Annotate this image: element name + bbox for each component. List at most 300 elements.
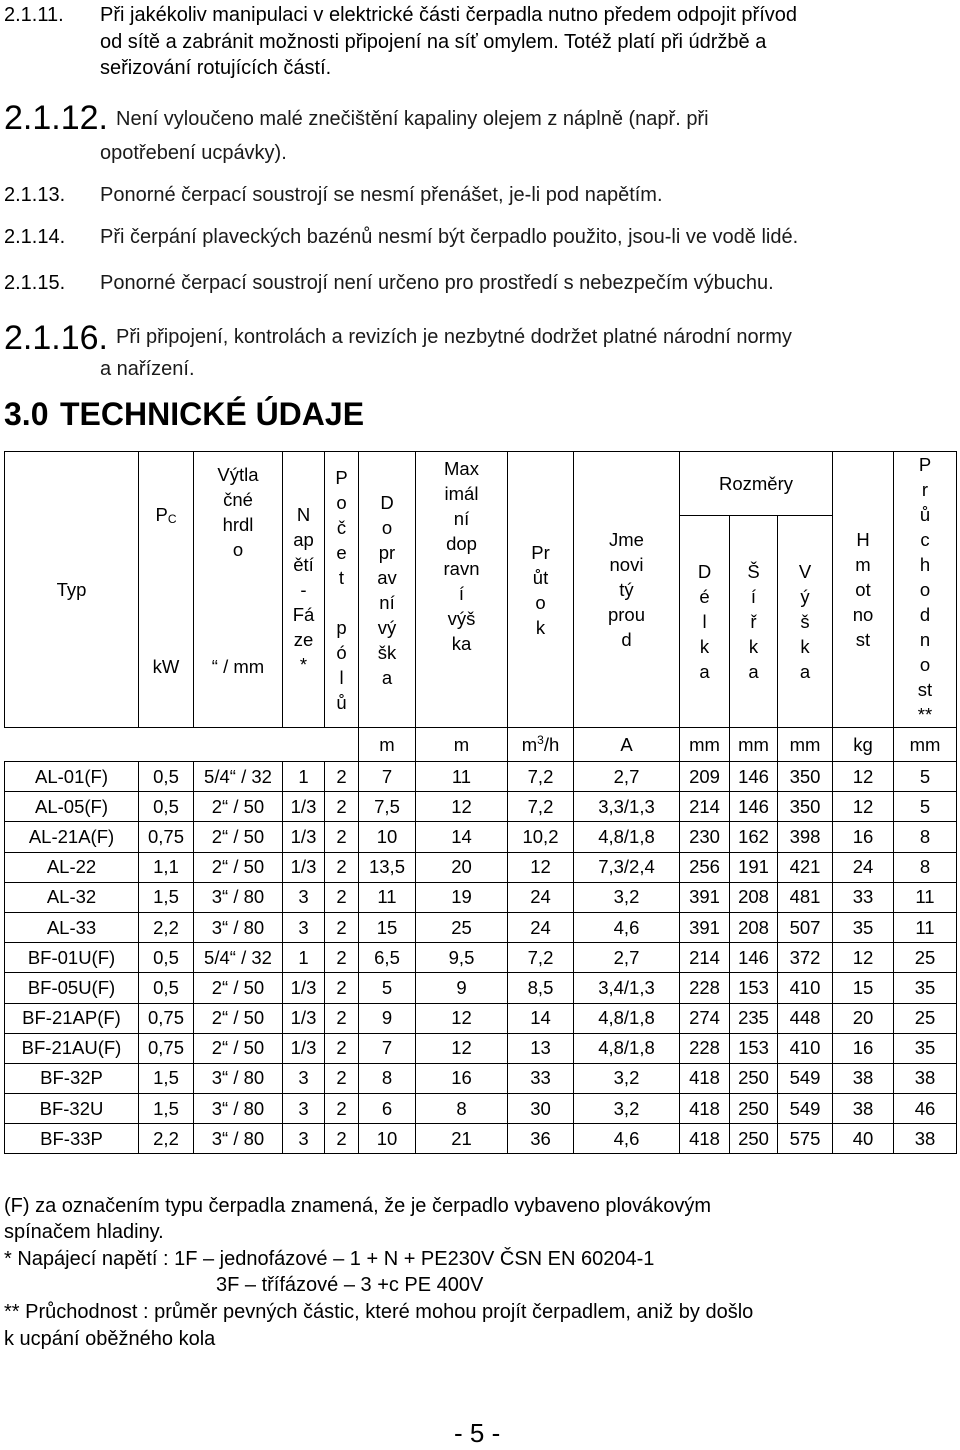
cell-proud: 3,2 <box>574 1063 680 1093</box>
header-pruchodnost-line: st <box>917 679 933 700</box>
header-sirka-line: í <box>750 586 757 607</box>
header-napeti <box>283 452 325 728</box>
cell-pruchodnost: 38 <box>894 1124 957 1154</box>
header-proud-line: tý <box>619 579 634 600</box>
header-maxdop-line: ní <box>453 508 470 529</box>
cell-hmotnost: 16 <box>833 1033 894 1063</box>
header-pruchodnost-line: r <box>921 479 929 500</box>
cell-pc: 2,2 <box>139 1124 194 1154</box>
cell-dopravni: 8 <box>359 1063 416 1093</box>
units-empty <box>5 728 359 762</box>
cell-sirka: 153 <box>730 973 778 1003</box>
header-pruchodnost-line: d <box>919 604 931 625</box>
cell-dopravni: 7 <box>359 1033 416 1063</box>
header-prutok-line: Pr <box>531 541 550 563</box>
cell-napeti: 1 <box>283 762 325 792</box>
unit-maxdop: m <box>416 728 508 762</box>
header-vyska-line: ý <box>800 586 810 607</box>
unit-pruchodnost: mm <box>894 728 957 762</box>
header-pruchodnost-line: o <box>919 579 931 600</box>
cell-maxdop: 16 <box>416 1063 508 1093</box>
cell-maxdop: 12 <box>416 1003 508 1033</box>
cell-pc: 1,1 <box>139 852 194 882</box>
header-vyska-line: V <box>798 561 812 582</box>
cell-hmotnost: 16 <box>833 822 894 852</box>
cell-napeti: 3 <box>283 1094 325 1124</box>
cell-dopravni: 15 <box>359 912 416 942</box>
cell-typ: BF-21AP(F) <box>5 1003 139 1033</box>
header-delka <box>680 516 730 728</box>
unit-proud: A <box>574 728 680 762</box>
table-row <box>5 822 957 852</box>
cell-pc: 0,75 <box>139 1003 194 1033</box>
note-passability-line2: k ucpání oběžného kola <box>4 1328 216 1350</box>
cell-pc: 2,2 <box>139 912 194 942</box>
section-2-1-16-number: 2.1.16. <box>4 319 108 357</box>
header-rozmery: Rozměry <box>680 452 833 516</box>
cell-napeti: 1/3 <box>283 792 325 822</box>
cell-proud: 2,7 <box>574 943 680 973</box>
cell-pruchodnost: 8 <box>894 852 957 882</box>
header-hmotnost-line: st <box>855 629 871 650</box>
header-proud-line: Jme <box>609 529 644 550</box>
cell-pc: 0,5 <box>139 943 194 973</box>
cell-prutok: 7,2 <box>508 943 574 973</box>
section-2-1-11-line2: od sítě a zabránit možnosti připojení na síť omylem. Totéž platí při údržbě a <box>100 31 767 53</box>
section-2-1-14-number: 2.1.14. <box>4 226 66 248</box>
cell-delka: 228 <box>680 973 730 1003</box>
cell-maxdop: 11 <box>416 762 508 792</box>
cell-hmotnost: 38 <box>833 1094 894 1124</box>
cell-dopravni: 7 <box>359 762 416 792</box>
cell-napeti: 3 <box>283 1063 325 1093</box>
cell-sirka: 146 <box>730 762 778 792</box>
header-hmotnost-line: H <box>856 529 870 550</box>
cell-vyska: 507 <box>778 912 833 942</box>
header-prutok-line: k <box>535 616 546 638</box>
header-proud-line: prou <box>607 604 646 625</box>
cell-delka: 391 <box>680 882 730 912</box>
cell-vytlak: 5/4“ / 32 <box>194 762 283 792</box>
header-pocet-line: o <box>336 491 347 513</box>
cell-pruchodnost: 25 <box>894 1003 957 1033</box>
header-proud-line: d <box>621 629 632 650</box>
cell-delka: 230 <box>680 822 730 852</box>
note-passability-line1: ** Průchodnost : průměr pevných částic, které mohou projít čerpadlem, aniž by došlo <box>4 1301 754 1323</box>
note-float-switch-line2: spínačem hladiny. <box>4 1221 164 1243</box>
technical-data-table <box>4 451 957 1154</box>
header-dopravni-line: ní <box>379 591 395 613</box>
cell-napeti: 3 <box>283 882 325 912</box>
note-float-switch-line1: (F) za označením typu čerpadla znamená, že je čerpadlo vybaveno plovákovým <box>4 1195 712 1217</box>
cell-proud: 3,2 <box>574 1094 680 1124</box>
table-row <box>5 943 957 973</box>
table-row <box>5 1094 957 1124</box>
cell-hmotnost: 12 <box>833 762 894 792</box>
cell-vyska: 350 <box>778 762 833 792</box>
header-pruchodnost-line: o <box>919 654 931 675</box>
header-napeti-line: ap <box>293 529 314 550</box>
cell-hmotnost: 15 <box>833 973 894 1003</box>
cell-vyska: 350 <box>778 792 833 822</box>
header-maxdop-line: dop <box>446 533 477 554</box>
cell-typ: AL-32 <box>5 882 139 912</box>
header-vytlak-unit: “ / mm <box>211 655 265 677</box>
cell-typ: BF-33P <box>5 1124 139 1154</box>
cell-napeti: 3 <box>283 912 325 942</box>
cell-pruchodnost: 35 <box>894 1033 957 1063</box>
header-pruchodnost-line: ů <box>919 504 931 525</box>
table-row <box>5 973 957 1003</box>
cell-prutok: 7,2 <box>508 792 574 822</box>
header-pc <box>139 452 194 728</box>
cell-pocet: 2 <box>325 882 359 912</box>
cell-delka: 214 <box>680 792 730 822</box>
cell-sirka: 191 <box>730 852 778 882</box>
cell-dopravni: 6 <box>359 1094 416 1124</box>
cell-vyska: 410 <box>778 973 833 1003</box>
section-3-0-title: TECHNICKÉ ÚDAJE <box>60 396 365 432</box>
cell-sirka: 250 <box>730 1063 778 1093</box>
cell-prutok: 10,2 <box>508 822 574 852</box>
cell-vytlak: 3“ / 80 <box>194 1124 283 1154</box>
header-dopravni-line: vý <box>377 616 397 638</box>
header-pc-subscript: C <box>167 511 177 526</box>
header-maxdop-line: výš <box>447 608 476 629</box>
cell-prutok: 24 <box>508 912 574 942</box>
section-2-1-12-number: 2.1.12. <box>4 99 108 137</box>
header-pocet-line: t <box>338 566 345 588</box>
cell-hmotnost: 12 <box>833 792 894 822</box>
section-2-1-11-number: 2.1.11. <box>4 4 64 26</box>
header-maxdop-line: ravn <box>443 558 480 579</box>
header-sirka <box>730 516 778 728</box>
cell-napeti: 1/3 <box>283 1003 325 1033</box>
cell-proud: 4,8/1,8 <box>574 1033 680 1063</box>
page-number: - 5 - <box>454 1418 501 1448</box>
cell-vytlak: 2“ / 50 <box>194 822 283 852</box>
cell-vytlak: 2“ / 50 <box>194 1033 283 1063</box>
header-napeti-line: ze <box>293 629 314 650</box>
header-sirka-line: a <box>748 661 759 682</box>
unit-sirka: mm <box>730 728 778 762</box>
cell-vytlak: 5/4“ / 32 <box>194 943 283 973</box>
section-2-1-15-text: Ponorné čerpací soustrojí není určeno pro prostředí s nebezpečím výbuchu. <box>100 272 774 294</box>
cell-maxdop: 12 <box>416 1033 508 1063</box>
cell-proud: 3,2 <box>574 882 680 912</box>
header-dopravni-line: pr <box>378 541 396 563</box>
cell-pc: 0,75 <box>139 822 194 852</box>
cell-pruchodnost: 46 <box>894 1094 957 1124</box>
header-pruchodnost-line: n <box>919 629 931 650</box>
cell-dopravni: 10 <box>359 822 416 852</box>
cell-delka: 418 <box>680 1094 730 1124</box>
cell-pocet: 2 <box>325 822 359 852</box>
cell-sirka: 153 <box>730 1033 778 1063</box>
cell-delka: 228 <box>680 1033 730 1063</box>
cell-proud: 3,3/1,3 <box>574 792 680 822</box>
cell-pruchodnost: 5 <box>894 762 957 792</box>
cell-proud: 2,7 <box>574 762 680 792</box>
header-pruchodnost <box>894 452 957 728</box>
section-2-1-11-line1: Při jakékoliv manipulaci v elektrické části čerpadla nutno předem odpojit přívod <box>100 4 798 26</box>
header-vytlak-line: Výtla <box>217 463 259 485</box>
header-vytlak-line: čné <box>223 488 253 510</box>
cell-vyska: 549 <box>778 1094 833 1124</box>
cell-hmotnost: 35 <box>833 912 894 942</box>
cell-vytlak: 2“ / 50 <box>194 1003 283 1033</box>
header-maxdop-line: ka <box>451 633 472 654</box>
header-pocet-line: č <box>336 516 347 538</box>
table-row <box>5 852 957 882</box>
header-vyska-line: a <box>799 661 811 682</box>
table-row <box>5 1033 957 1063</box>
cell-proud: 7,3/2,4 <box>574 852 680 882</box>
header-sirka-line: k <box>748 636 759 657</box>
header-max-dopravni-vyska <box>416 452 508 728</box>
unit-hmotnost: kg <box>833 728 894 762</box>
cell-pruchodnost: 35 <box>894 973 957 1003</box>
cell-typ: BF-01U(F) <box>5 943 139 973</box>
cell-hmotnost: 12 <box>833 943 894 973</box>
header-napeti-line: Fá <box>292 604 315 625</box>
header-proud-line: novi <box>609 554 644 575</box>
unit-dopravni: m <box>359 728 416 762</box>
cell-pocet: 2 <box>325 762 359 792</box>
unit-prutok-base: m <box>521 734 538 755</box>
cell-napeti: 1 <box>283 943 325 973</box>
cell-vyska: 421 <box>778 852 833 882</box>
cell-pocet: 2 <box>325 1003 359 1033</box>
cell-pc: 1,5 <box>139 882 194 912</box>
cell-delka: 274 <box>680 1003 730 1033</box>
table-row <box>5 1063 957 1093</box>
cell-prutok: 14 <box>508 1003 574 1033</box>
cell-pruchodnost: 38 <box>894 1063 957 1093</box>
header-pc-unit: kW <box>152 655 180 677</box>
cell-vyska: 410 <box>778 1033 833 1063</box>
header-dopravni-line: D <box>380 491 394 513</box>
cell-maxdop: 8 <box>416 1094 508 1124</box>
cell-prutok: 24 <box>508 882 574 912</box>
cell-pc: 1,5 <box>139 1063 194 1093</box>
section-2-1-16-line2: a nařízení. <box>100 358 195 380</box>
cell-prutok: 12 <box>508 852 574 882</box>
header-sirka-line: Š <box>747 561 760 582</box>
header-maxdop-line: í <box>458 583 465 604</box>
cell-vytlak: 2“ / 50 <box>194 973 283 1003</box>
header-pruchodnost-line: c <box>920 529 930 550</box>
header-prutok-line: o <box>535 591 546 613</box>
cell-prutok: 13 <box>508 1033 574 1063</box>
cell-pruchodnost: 11 <box>894 912 957 942</box>
cell-vyska: 549 <box>778 1063 833 1093</box>
cell-delka: 391 <box>680 912 730 942</box>
table-row <box>5 882 957 912</box>
cell-vyska: 372 <box>778 943 833 973</box>
cell-delka: 256 <box>680 852 730 882</box>
cell-dopravni: 5 <box>359 973 416 1003</box>
header-pocet-polu <box>325 452 359 728</box>
section-2-1-13-text: Ponorné čerpací soustrojí se nesmí přenášet, je-li pod napětím. <box>100 184 663 206</box>
cell-napeti: 1/3 <box>283 852 325 882</box>
section-2-1-11-line3: seřizování rotujících částí. <box>100 57 332 79</box>
header-prutok-line: ůt <box>532 566 549 588</box>
header-hmotnost-line: no <box>852 604 874 625</box>
header-pocet-line: ó <box>336 641 347 663</box>
cell-hmotnost: 33 <box>833 882 894 912</box>
cell-sirka: 208 <box>730 882 778 912</box>
cell-vytlak: 2“ / 50 <box>194 852 283 882</box>
header-vytlak-line: hrdl <box>222 513 254 535</box>
cell-napeti: 1/3 <box>283 1033 325 1063</box>
cell-delka: 418 <box>680 1124 730 1154</box>
header-pruchodnost-line: ** <box>917 704 933 725</box>
header-pc-label: P <box>155 503 168 525</box>
header-maxdop-line: imál <box>444 483 479 504</box>
header-hmotnost-line: ot <box>855 579 871 600</box>
header-dopravni-line: av <box>377 566 397 588</box>
header-vyska-line: k <box>800 636 810 657</box>
header-pocet-line: ů <box>336 691 347 713</box>
cell-sirka: 250 <box>730 1094 778 1124</box>
header-delka-line: D <box>697 561 712 582</box>
note-voltage-line1: * Napájecí napětí : 1F – jednofázové – 1 + N + PE230V ČSN EN 60204-1 <box>4 1248 655 1270</box>
cell-dopravni: 9 <box>359 1003 416 1033</box>
unit-prutok-sup: 3 <box>537 733 544 747</box>
cell-maxdop: 12 <box>416 792 508 822</box>
header-pocet-line: l <box>339 666 344 688</box>
cell-typ: AL-05(F) <box>5 792 139 822</box>
section-3-0-number: 3.0 <box>4 396 49 432</box>
header-pruchodnost-line: P <box>918 454 932 475</box>
cell-sirka: 146 <box>730 792 778 822</box>
cell-pocet: 2 <box>325 1094 359 1124</box>
header-dopravni-line: šk <box>377 641 397 663</box>
cell-maxdop: 9,5 <box>416 943 508 973</box>
cell-prutok: 8,5 <box>508 973 574 1003</box>
header-delka-line: a <box>699 661 710 682</box>
header-vyska-line: š <box>800 611 810 632</box>
unit-delka: mm <box>680 728 730 762</box>
cell-pocet: 2 <box>325 912 359 942</box>
cell-typ: BF-05U(F) <box>5 973 139 1003</box>
cell-sirka: 146 <box>730 943 778 973</box>
unit-vyska: mm <box>778 728 833 762</box>
cell-typ: AL-33 <box>5 912 139 942</box>
header-jmenovity-proud <box>574 452 680 728</box>
cell-pocet: 2 <box>325 973 359 1003</box>
header-pruchodnost-line: h <box>919 554 931 575</box>
cell-pocet: 2 <box>325 1063 359 1093</box>
header-dopravni-line: a <box>381 666 393 688</box>
cell-napeti: 1/3 <box>283 822 325 852</box>
cell-pruchodnost: 25 <box>894 943 957 973</box>
header-vytlak <box>194 452 283 728</box>
cell-vytlak: 3“ / 80 <box>194 882 283 912</box>
header-hmotnost-line: m <box>855 554 871 575</box>
cell-maxdop: 25 <box>416 912 508 942</box>
cell-dopravni: 13,5 <box>359 852 416 882</box>
header-sirka-line: ř <box>750 611 757 632</box>
header-prutok <box>508 452 574 728</box>
cell-pc: 0,5 <box>139 762 194 792</box>
section-2-1-16-line1: Při připojení, kontrolách a revizích je nezbytné dodržet platné národní normy <box>116 326 792 348</box>
header-pocet-line: e <box>336 541 347 563</box>
header-pocet-spacer <box>325 590 358 615</box>
cell-vyska: 575 <box>778 1124 833 1154</box>
cell-typ: AL-01(F) <box>5 762 139 792</box>
cell-vytlak: 3“ / 80 <box>194 1094 283 1124</box>
cell-hmotnost: 40 <box>833 1124 894 1154</box>
unit-prutok-tail: /h <box>543 734 560 755</box>
cell-proud: 4,6 <box>574 1124 680 1154</box>
cell-typ: BF-21AU(F) <box>5 1033 139 1063</box>
cell-typ: BF-32U <box>5 1094 139 1124</box>
cell-vytlak: 3“ / 80 <box>194 912 283 942</box>
table-body <box>5 762 957 1154</box>
cell-sirka: 235 <box>730 1003 778 1033</box>
table-row <box>5 1124 957 1154</box>
table-row <box>5 1003 957 1033</box>
header-vyska <box>778 516 833 728</box>
cell-pocet: 2 <box>325 1124 359 1154</box>
table-row <box>5 792 957 822</box>
section-2-1-15-number: 2.1.15. <box>4 272 66 294</box>
cell-napeti: 3 <box>283 1124 325 1154</box>
cell-pc: 0,5 <box>139 792 194 822</box>
cell-proud: 4,6 <box>574 912 680 942</box>
table-row <box>5 912 957 942</box>
cell-proud: 4,8/1,8 <box>574 822 680 852</box>
note-voltage-line2: 3F – třífázové – 3 +c PE 400V <box>216 1274 484 1296</box>
header-delka-line: k <box>699 636 710 657</box>
cell-vytlak: 3“ / 80 <box>194 1063 283 1093</box>
cell-pc: 1,5 <box>139 1094 194 1124</box>
units-row <box>5 728 957 762</box>
cell-vyska: 398 <box>778 822 833 852</box>
header-napeti-line: - <box>300 579 307 600</box>
cell-pruchodnost: 11 <box>894 882 957 912</box>
header-pocet-line: p <box>336 616 347 638</box>
section-2-1-12-line1: Není vyloučeno malé znečištění kapaliny olejem z náplně (např. při <box>116 108 709 130</box>
cell-pruchodnost: 5 <box>894 792 957 822</box>
cell-dopravni: 6,5 <box>359 943 416 973</box>
cell-pc: 0,5 <box>139 973 194 1003</box>
cell-pocet: 2 <box>325 1033 359 1063</box>
cell-prutok: 30 <box>508 1094 574 1124</box>
cell-hmotnost: 38 <box>833 1063 894 1093</box>
header-hmotnost <box>833 452 894 728</box>
cell-napeti: 1/3 <box>283 973 325 1003</box>
cell-typ: AL-22 <box>5 852 139 882</box>
header-maxdop-line: Max <box>444 458 479 479</box>
cell-delka: 418 <box>680 1063 730 1093</box>
cell-vyska: 448 <box>778 1003 833 1033</box>
cell-maxdop: 20 <box>416 852 508 882</box>
cell-prutok: 7,2 <box>508 762 574 792</box>
cell-sirka: 250 <box>730 1124 778 1154</box>
cell-proud: 3,4/1,3 <box>574 973 680 1003</box>
cell-pc: 0,75 <box>139 1033 194 1063</box>
header-delka-line: é <box>699 586 710 607</box>
cell-hmotnost: 24 <box>833 852 894 882</box>
cell-dopravni: 7,5 <box>359 792 416 822</box>
section-2-1-12-line2: opotřebení ucpávky). <box>100 142 287 164</box>
header-napeti-line: ětí <box>293 554 314 575</box>
cell-proud: 4,8/1,8 <box>574 1003 680 1033</box>
cell-typ: BF-32P <box>5 1063 139 1093</box>
